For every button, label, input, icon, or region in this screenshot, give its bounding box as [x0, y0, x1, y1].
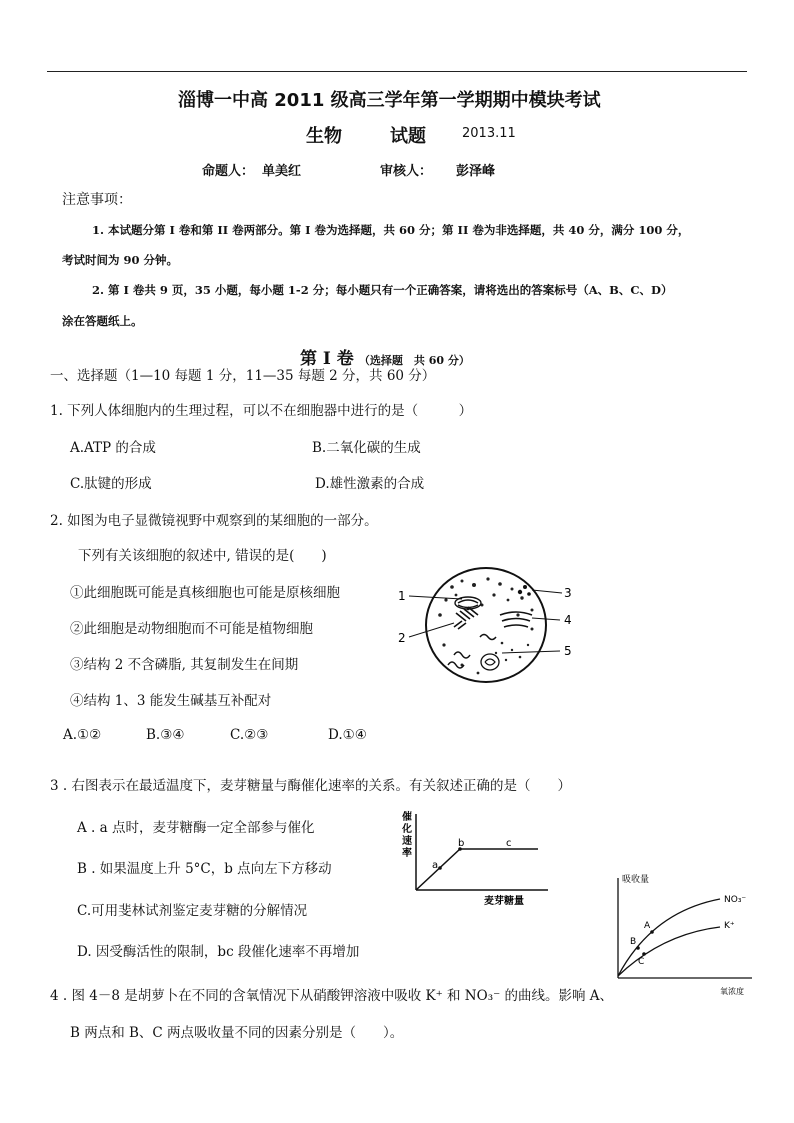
q2-option-a: A.①②	[63, 727, 102, 743]
q2-option-c: C.②③	[230, 727, 269, 743]
q3-option-a: A . a 点时，麦芽糖酶一定全部参与催化	[77, 820, 315, 836]
label-4: 4	[564, 613, 572, 627]
q3-label-a: a	[432, 860, 439, 871]
q2-option-d: D.①④	[328, 727, 367, 743]
q2-statement-3: ③结构 2 不含磷脂, 其复制发生在间期	[70, 657, 299, 673]
svg-text:化: 化	[402, 824, 412, 835]
svg-text:速: 速	[402, 836, 412, 847]
q3-option-c: C.可用斐林试剂鉴定麦芽糖的分解情况	[77, 903, 308, 919]
q3-option-d: D. 因受酶活性的限制，bc 段催化速率不再增加	[77, 944, 360, 960]
paper-label: 试题	[390, 126, 426, 147]
label-2: 2	[398, 631, 406, 645]
note-1-line-2: 考试时间为 90 分钟。	[62, 253, 179, 267]
q2-statement-1: ①此细胞既可能是真核细胞也可能是原核细胞	[70, 585, 340, 601]
enzyme-rate-graph	[398, 808, 558, 908]
q3-point-a	[438, 866, 442, 870]
label-5: 5	[564, 644, 572, 658]
q4-point-b	[636, 946, 640, 950]
q4-line-2: B 两点和 B、C 两点吸收量不同的因素分别是（ ）。	[70, 1025, 404, 1041]
q4-ylabel: 吸收量	[622, 875, 650, 885]
q4-label-b: B	[630, 937, 637, 947]
q4-point-c	[642, 952, 646, 956]
exam-title: 淄博一中高 2011 级高三学年第一学期期中模块考试	[178, 90, 601, 111]
q3-label-b: b	[458, 838, 465, 849]
q1-option-a: A.ATP 的合成	[70, 440, 156, 456]
q1-option-b: B.二氧化碳的生成	[312, 440, 421, 456]
reviewer-label: 审核人：	[380, 164, 433, 179]
author-label: 命题人：	[202, 164, 255, 179]
label-3: 3	[564, 586, 572, 600]
q3-label-c: c	[506, 838, 512, 849]
exam-date: 2013.11	[462, 126, 516, 141]
section-note: （选择题 共 60 分）	[358, 354, 470, 367]
notes-heading: 注意事项：	[62, 192, 132, 208]
part-heading: 一、选择题（1—10 每题 1 分，11—35 每题 2 分，共 60 分）	[50, 368, 436, 384]
q4-point-a	[650, 930, 654, 934]
label-1: 1	[398, 589, 406, 603]
q3-stem: 3 . 右图表示在最适温度下，麦芽糖量与酶催化速率的关系。有关叙述正确的是（ ）	[50, 778, 571, 794]
q2-statement-2: ②此细胞是动物细胞而不可能是植物细胞	[70, 621, 313, 637]
svg-text:催: 催	[402, 812, 412, 823]
cell-diagram	[392, 565, 582, 690]
q2-option-b: B.③④	[146, 727, 185, 743]
q2-sub: 下列有关该细胞的叙述中, 错误的是( )	[78, 548, 327, 564]
cell-membrane	[426, 568, 546, 682]
q3-xlabel: 麦芽糖量	[484, 896, 524, 907]
section-title-text: 第 I 卷	[300, 349, 354, 369]
q4-line-1: 4 . 图 4－8 是胡萝卜在不同的含氧情况下从硝酸钾溶液中吸收 K⁺ 和 NO₃⁻ 的曲线。影响 A、	[50, 988, 614, 1004]
subject: 生物	[306, 126, 342, 147]
q2-stem: 2. 如图为电子显微镜视野中观察到的某细胞的一部分。	[50, 513, 378, 529]
q4-xlabel: 氧浓度	[720, 987, 744, 996]
svg-text:率: 率	[402, 848, 412, 859]
note-2-line-1: 2. 第 I 卷共 9 页，35 小题，每小题 1-2 分；每小题只有一个正确答案，请将选出的答案标号（A、B、C、D）	[92, 283, 673, 297]
note-1-line-1: 1. 本试题分第 I 卷和第 II 卷两部分。第 I 卷为选择题，共 60 分；第 II 卷为非选择题，共 40 分，满分 100 分，	[92, 223, 690, 237]
q3-ylabel	[401, 810, 412, 859]
q4-series-no3: NO₃⁻	[724, 895, 747, 905]
absorption-graph	[602, 872, 782, 998]
q1-stem: 1. 下列人体细胞内的生理过程，可以不在细胞器中进行的是（ ）	[50, 403, 473, 419]
reviewer: 彭泽峰	[456, 164, 496, 179]
author: 单美红	[262, 164, 302, 179]
q3-option-b: B . 如果温度上升 5°C，b 点向左下方移动	[77, 861, 332, 877]
q1-option-d: D.雄性激素的合成	[315, 476, 425, 492]
top-rule	[47, 71, 747, 72]
q4-series-k: K⁺	[724, 921, 735, 931]
note-2-line-2: 涂在答题纸上。	[62, 314, 143, 328]
q1-option-c: C.肽键的形成	[70, 476, 152, 492]
q4-label-c: C	[638, 957, 645, 967]
q4-label-a: A	[644, 921, 651, 931]
q2-statement-4: ④结构 1、3 能发生碱基互补配对	[70, 693, 272, 709]
